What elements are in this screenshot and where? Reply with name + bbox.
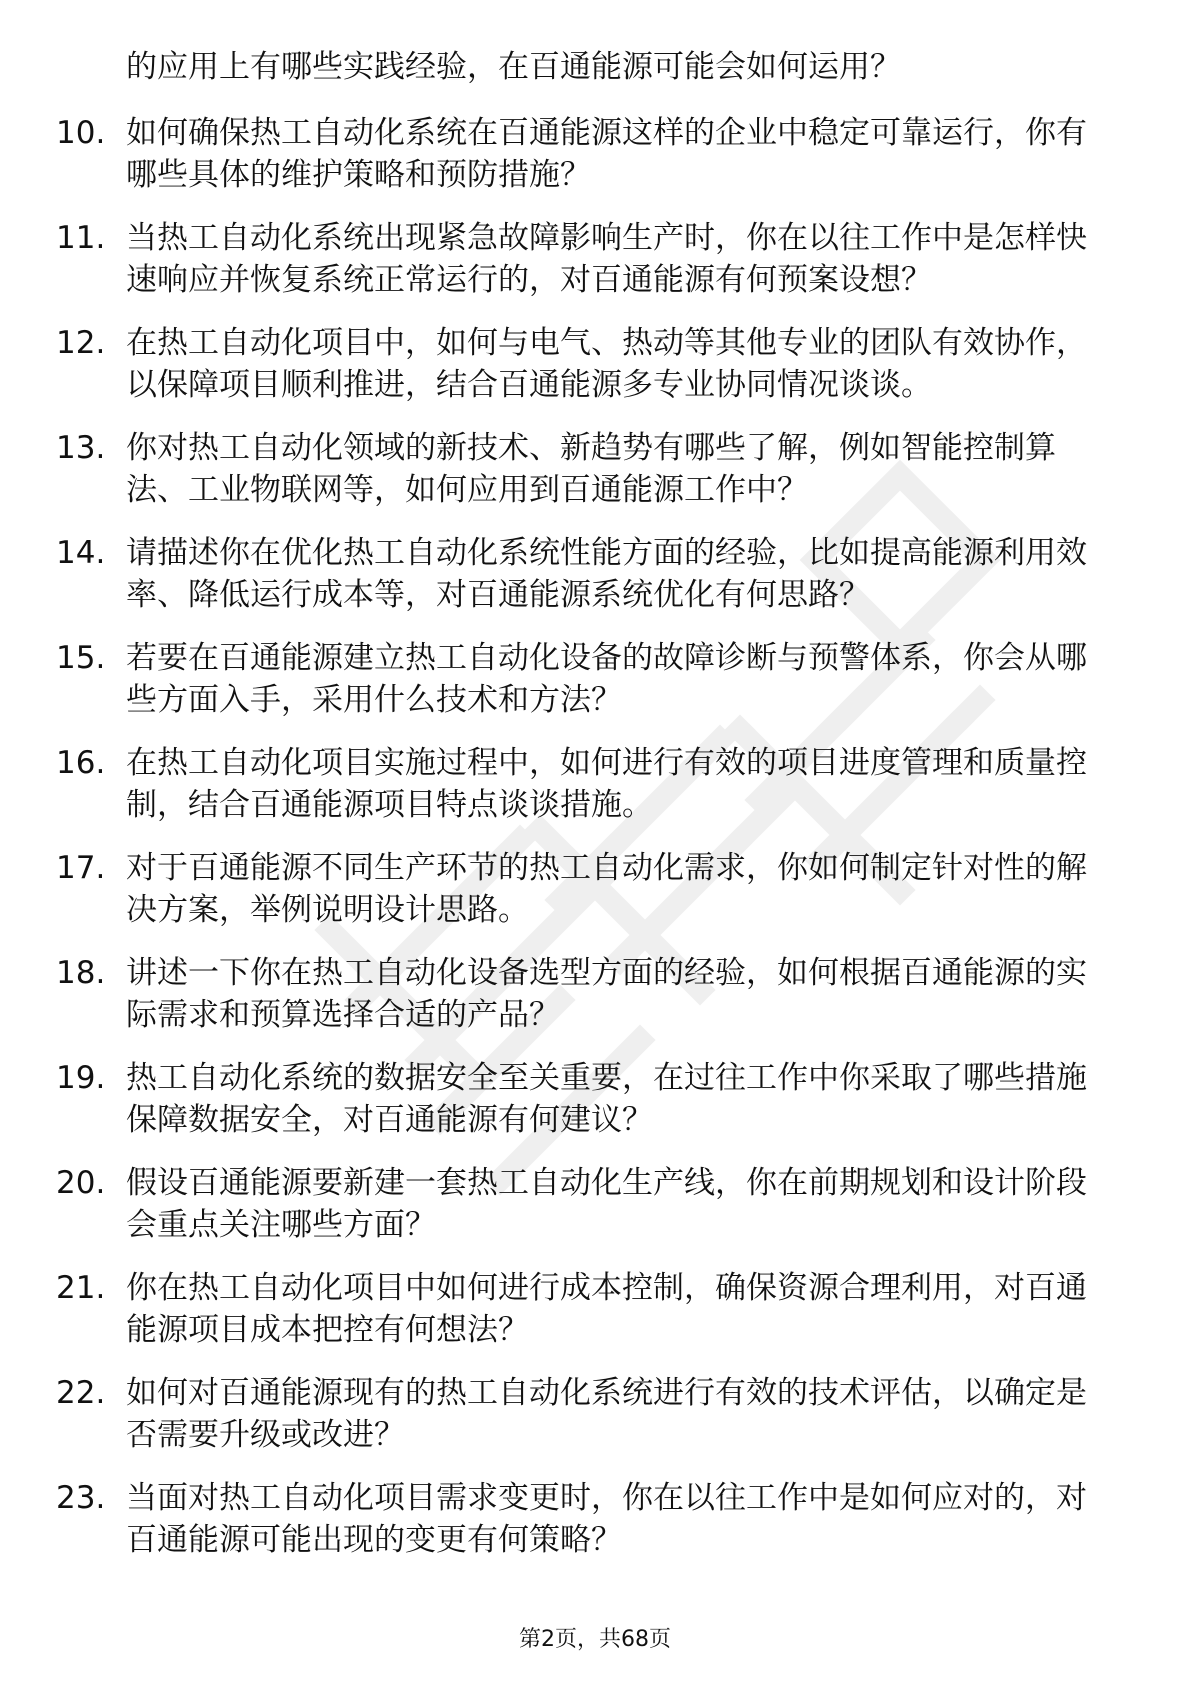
question-text: 如何确保热工自动化系统在百通能源这样的企业中稳定可靠运行，你有哪些具体的维护策略和预防措施？ — [126, 115, 1087, 193]
list-item — [56, 112, 1126, 196]
list-item — [56, 322, 1126, 406]
question-number: 17. — [56, 850, 106, 886]
question-text: 你在热工自动化项目中如何进行成本控制，确保资源合理利用，对百通能源项目成本把控有何想法？ — [126, 1270, 1087, 1348]
question-number: 12. — [56, 325, 106, 361]
question-number: 22. — [56, 1375, 106, 1411]
question-number: 10. — [56, 115, 106, 151]
list-item — [56, 532, 1126, 616]
question-number: 14. — [56, 535, 106, 571]
list-item — [56, 1372, 1126, 1456]
question-number: 23. — [56, 1480, 106, 1516]
question-list — [56, 112, 1126, 1582]
list-item — [56, 1477, 1126, 1561]
list-item — [56, 1267, 1126, 1351]
list-item — [56, 217, 1126, 301]
question-number: 19. — [56, 1060, 106, 1096]
question-number: 20. — [56, 1165, 106, 1201]
question-number: 15. — [56, 640, 106, 676]
question-text: 如何对百通能源现有的热工自动化系统进行有效的技术评估，以确定是否需要升级或改进？ — [126, 1375, 1087, 1453]
list-item — [56, 847, 1126, 931]
question-number: 16. — [56, 745, 106, 781]
question-text: 当面对热工自动化项目需求变更时，你在以往工作中是如何应对的，对百通能源可能出现的变更有何策略？ — [126, 1480, 1087, 1558]
list-item — [56, 952, 1126, 1036]
question-number: 21. — [56, 1270, 106, 1306]
question-number: 13. — [56, 430, 106, 466]
continuation-text: 的应用上有哪些实践经验，在百通能源可能会如何运用？ — [126, 49, 901, 85]
list-item — [56, 1162, 1126, 1246]
question-text: 当热工自动化系统出现紧急故障影响生产时，你在以往工作中是怎样快速响应并恢复系统正常运行的，对百通能源有何预案设想？ — [126, 220, 1087, 298]
question-text: 在热工自动化项目实施过程中，如何进行有效的项目进度管理和质量控制，结合百通能源项目特点谈谈措施。 — [126, 745, 1087, 823]
question-text: 请描述你在优化热工自动化系统性能方面的经验，比如提高能源利用效率、降低运行成本等，对百通能源系统优化有何思路？ — [126, 535, 1087, 613]
question-text: 对于百通能源不同生产环节的热工自动化需求，你如何制定针对性的解决方案，举例说明设计思路。 — [126, 850, 1087, 928]
question-text: 在热工自动化项目中，如何与电气、热动等其他专业的团队有效协作，以保障项目顺利推进，结合百通能源多专业协同情况谈谈。 — [126, 325, 1087, 403]
question-text: 你对热工自动化领域的新技术、新趋势有哪些了解，例如智能控制算法、工业物联网等，如何应用到百通能源工作中？ — [126, 430, 1056, 508]
page-number: 第2页，共68页 — [519, 1627, 671, 1652]
list-item — [56, 637, 1126, 721]
list-item — [56, 1057, 1126, 1141]
question-number: 18. — [56, 955, 106, 991]
list-item — [56, 742, 1126, 826]
question-number: 11. — [56, 220, 106, 256]
list-item — [56, 427, 1126, 511]
question-text: 假设百通能源要新建一套热工自动化生产线，你在前期规划和设计阶段会重点关注哪些方面？ — [126, 1165, 1087, 1243]
question-text: 热工自动化系统的数据安全至关重要，在过往工作中你采取了哪些措施保障数据安全，对百通能源有何建议？ — [126, 1060, 1087, 1138]
question-text: 若要在百通能源建立热工自动化设备的故障诊断与预警体系，你会从哪些方面入手，采用什么技术和方法？ — [126, 640, 1087, 718]
question-text: 讲述一下你在热工自动化设备选型方面的经验，如何根据百通能源的实际需求和预算选择合适的产品？ — [126, 955, 1087, 1033]
